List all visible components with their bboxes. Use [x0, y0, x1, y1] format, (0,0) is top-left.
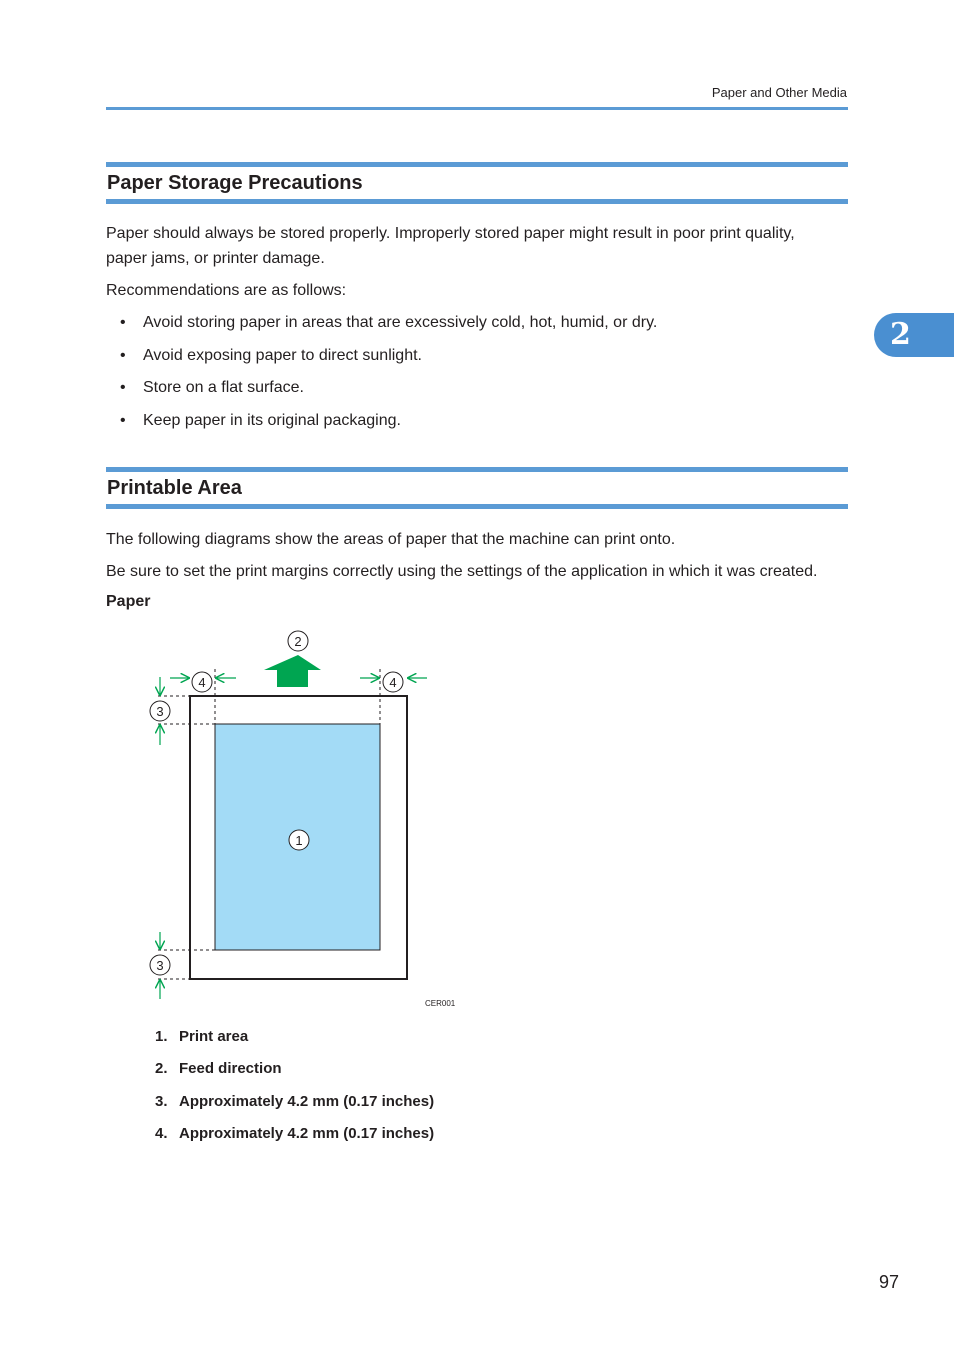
list-item: • Avoid storing paper in areas that are excessively cold, hot, humid, or dry. — [120, 314, 658, 331]
callout-4: 4 — [198, 675, 206, 690]
callout-3: 3 — [156, 958, 164, 973]
legend-number: 3. — [155, 1092, 168, 1110]
diagram-legend — [155, 1027, 434, 1156]
list-item-text: Store on a flat surface. — [143, 379, 304, 396]
page-number: 97 — [879, 1272, 900, 1292]
legend-number: 2. — [155, 1060, 168, 1078]
legend-item — [155, 1059, 434, 1091]
legend-item — [155, 1124, 434, 1156]
figure-code: CER001 — [425, 999, 456, 1008]
header-rule — [106, 107, 848, 110]
section-heading-paper-storage — [106, 162, 848, 204]
callout-1: 1 — [295, 833, 303, 848]
bullet-list — [120, 313, 657, 443]
paragraph: Paper should always be stored properly. Improperly stored paper might result in poor print quality, paper jams, or printer damage. — [106, 225, 795, 267]
legend-item — [155, 1027, 434, 1059]
list-item: • Store on a flat surface. — [120, 379, 304, 396]
legend-number: 4. — [155, 1124, 168, 1142]
callout-3: 3 — [156, 704, 164, 719]
printable-area-diagram — [140, 625, 470, 1015]
callout-4: 4 — [389, 675, 397, 690]
section-title: Printable Area — [107, 477, 242, 499]
feed-direction-arrow — [264, 655, 321, 687]
paragraph: The following diagrams show the areas of paper that the machine can print onto. — [106, 531, 676, 548]
list-item-text: Keep paper in its original packaging. — [143, 411, 401, 429]
section-heading-printable-area — [106, 467, 848, 509]
paragraph: Recommendations are as follows: — [106, 282, 347, 299]
paragraph: Be sure to set the print margins correctly using the settings of the application in which it was created. — [106, 563, 818, 580]
list-item-text: Avoid exposing paper to direct sunlight. — [143, 346, 422, 364]
list-item: • Avoid exposing paper to direct sunlight. — [120, 346, 422, 364]
chapter-tab[interactable] — [874, 313, 954, 357]
legend-text: Approximately 4.2 mm (0.17 inches) — [179, 1092, 435, 1110]
legend-text: Feed direction — [179, 1060, 282, 1078]
callout-2: 2 — [294, 634, 302, 649]
legend-item — [155, 1092, 434, 1124]
legend-text: Print area — [179, 1028, 249, 1045]
list-item: • Keep paper in its original packaging. — [120, 411, 401, 429]
legend-text: Approximately 4.2 mm (0.17 inches) — [179, 1124, 435, 1142]
subheading-paper: Paper — [106, 593, 151, 610]
legend-number: 1. — [155, 1028, 168, 1045]
section-title: Paper Storage Precautions — [107, 172, 363, 194]
chapter-tab-number: 2 — [890, 317, 911, 352]
running-header: Paper and Other Media — [711, 85, 847, 100]
list-item-text: Avoid storing paper in areas that are excessively cold, hot, humid, or dry. — [143, 314, 658, 331]
